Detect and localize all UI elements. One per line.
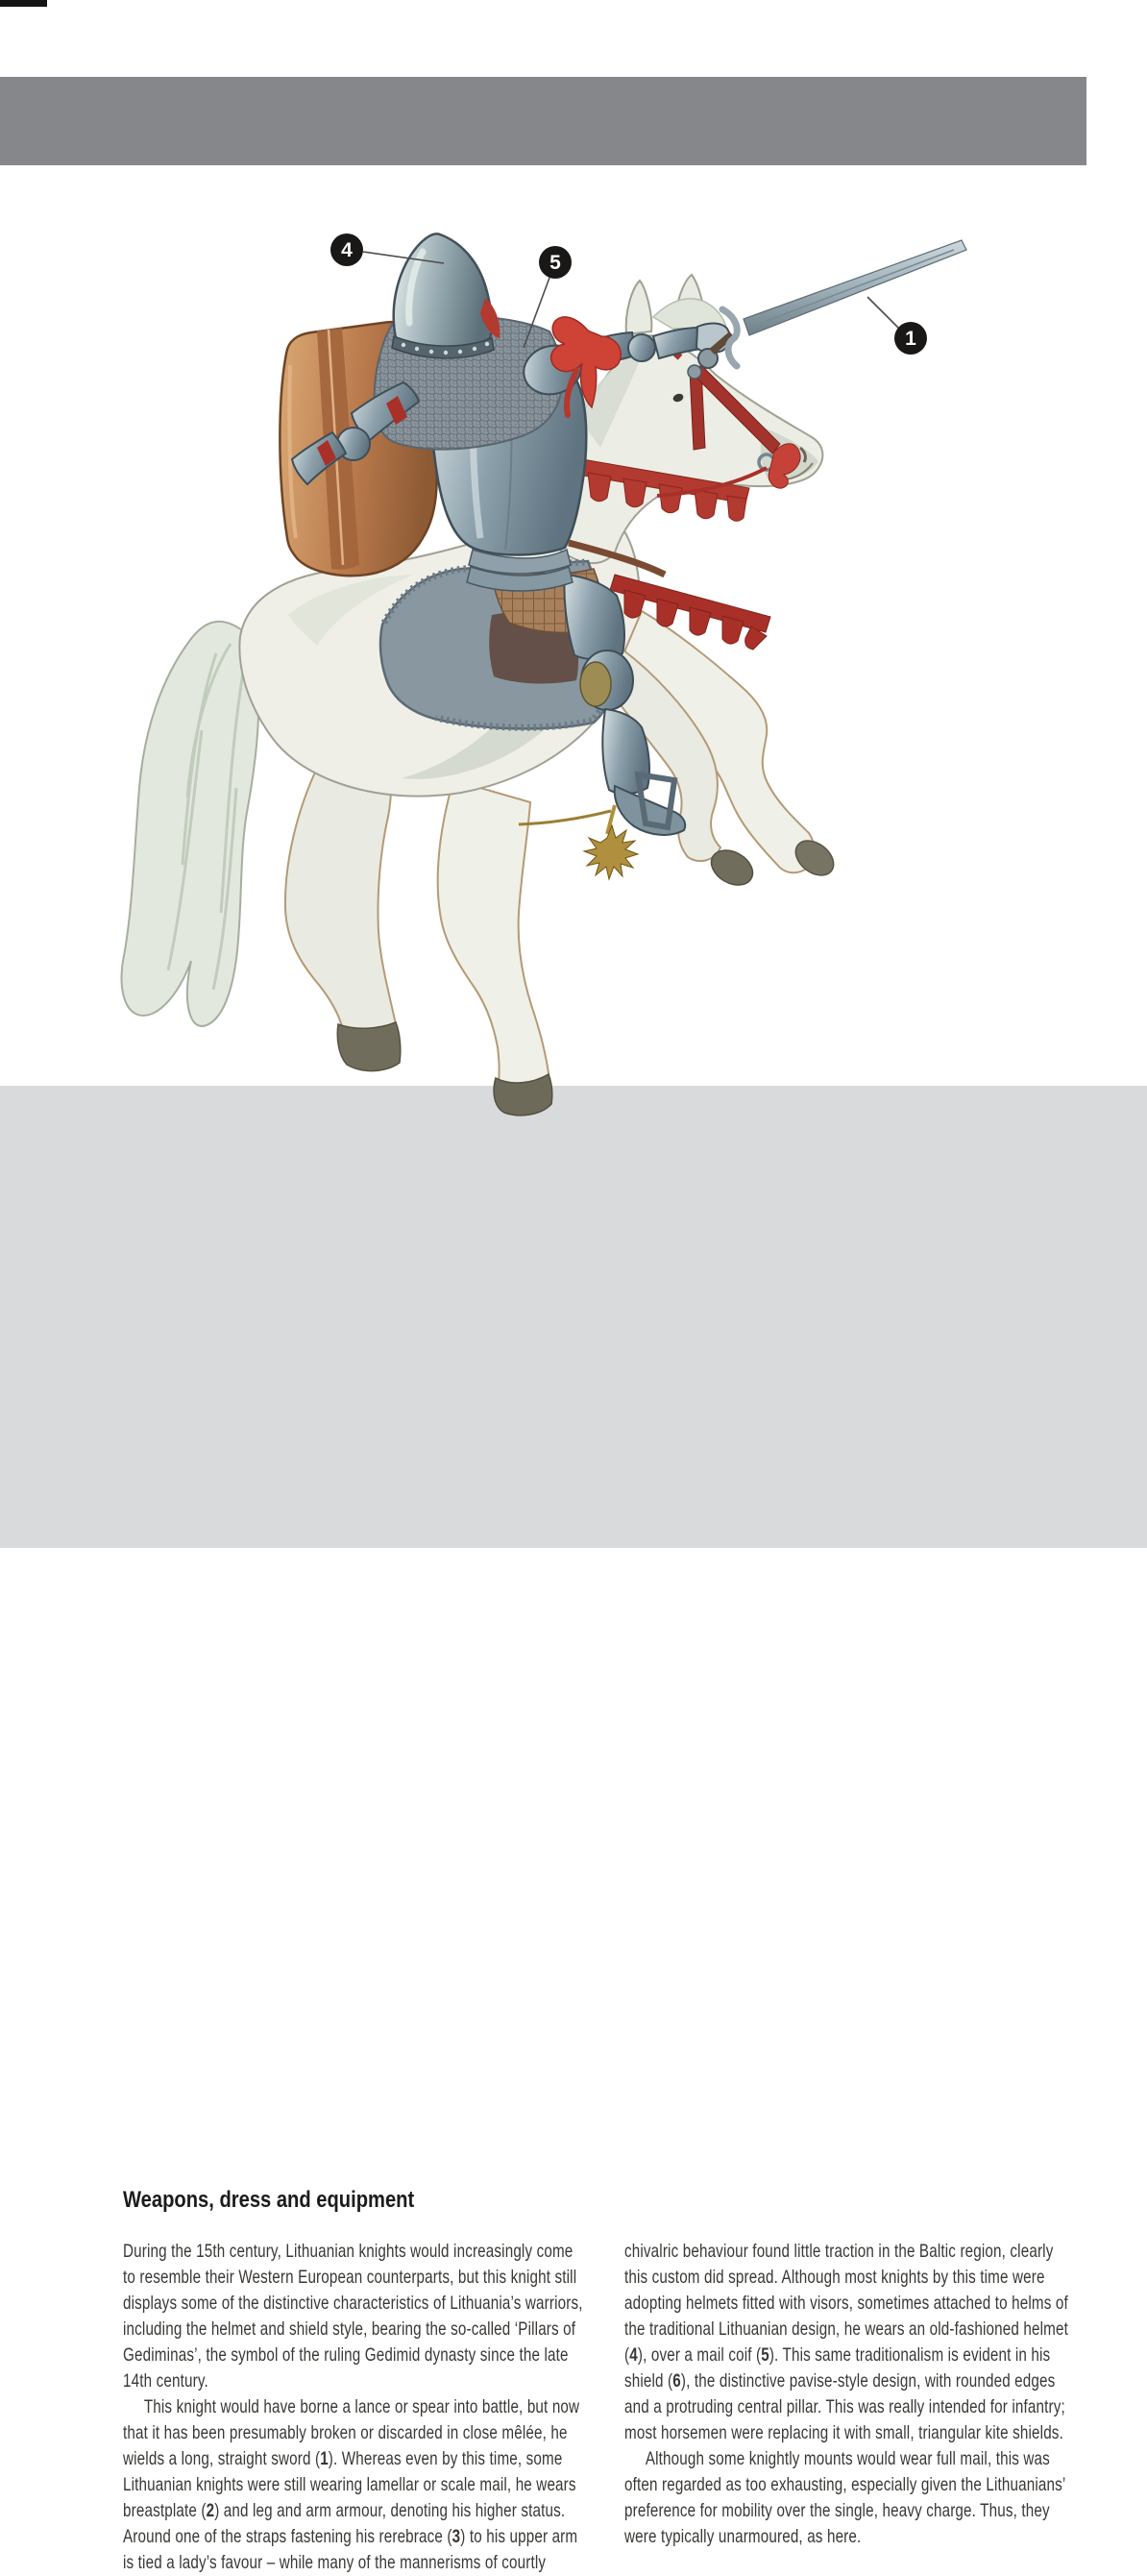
page-title: Grunwald, 1410 [122,165,312,223]
spur-strap [519,811,611,824]
leader-line-1 [867,297,902,331]
horse-tail [122,622,259,1026]
callout-badge-5: 5 [539,246,572,279]
sword [698,240,966,368]
callout-badge-4: 4 [330,233,363,266]
vambrace [653,328,701,358]
horse-ear-left [626,281,652,334]
helmet [392,233,500,357]
bridle-rosette [688,365,701,379]
sword-fuller [759,250,954,324]
horse-far-hind-hoof [337,1022,400,1071]
caption-column-left: During the 15th century, Lithuanian knights would increasingly come to resemble their Western European counterparts, but this knight still displays some of the distinctive characteristics of Lithuania’s warriors, including the helmet and shield style, bearing the so-called ‘Pillars of Gediminas’, the symbol of the ruling Gedimid dynasty since the late 14th century. This knight would have borne a lance or spear into battle, but now that it has been presumably broken or discarded in close mêlée, he wields a long, straight sword (1). Whereas even by this time, some Lithuanian knights were still wearing lamellar or scale mail, he wears breastplate (2) and leg and arm armour, denoting his higher status. Around one of the straps fastening his rerebrace (3) to his upper arm is tied a lady’s favour – while many of the mannerisms of courtly [123,2241,583,2573]
horse-far-hind-leg [285,764,401,1071]
poleyn-rondel [580,662,611,706]
callout-badge-1: 1 [894,322,927,355]
spur-rowel [584,825,638,879]
caption-column-right: chivalric behaviour found little traction in the Baltic region, clearly this custom did spread. Although most knights by this time were adopting helmets fitted with visors, sometimes attached to helms of the traditional Lithuanian design, he wears an old-fashioned helmet (4), over a mail coif (5). This same traditionalism is evident in his shield (6), the distinctive pavise-style design, with rounded edges and a protruding central pillar. This was really intended for infantry; most horsemen were replacing it with small, triangular kite shields. Although some knightly mounts would wear full mail, this was often regarded as too exhausting, especially given the Lithuanians’ preference for mobility over the single, heavy charge. Thus, they were typically unarmoured, as here. [624,2241,1068,2547]
horse-near-hind-leg [438,780,552,1116]
elbow-couter [628,334,655,361]
caption-heading: Weapons, dress and equipment [123,2187,415,2213]
